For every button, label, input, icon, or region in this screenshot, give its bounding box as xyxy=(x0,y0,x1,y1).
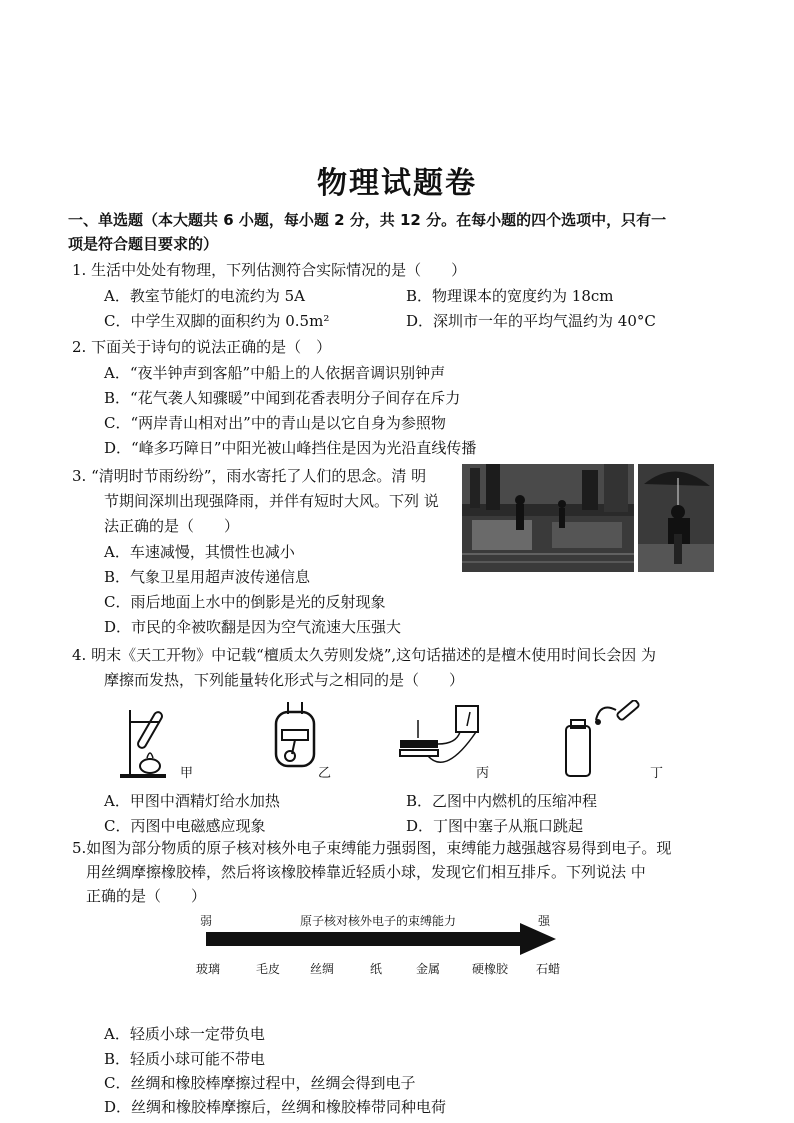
umbrella-photo xyxy=(638,464,714,572)
q1-option-a: A．教室节能灯的电流约为 5A xyxy=(104,287,305,305)
q5-stem-line3: 正确的是（ ） xyxy=(86,887,207,905)
page-title: 物理试题卷 xyxy=(317,166,477,201)
q5-option-b: B．轻质小球可能不带电 xyxy=(104,1050,266,1068)
material-hard-rubber: 硬橡胶 xyxy=(472,962,509,976)
q5-option-a: A．轻质小球一定带负电 xyxy=(104,1025,265,1043)
q4-option-c: C．丙图中电磁感应现象 xyxy=(104,817,266,835)
q1-option-d: D．深圳市一年的平均气温约为 40°C xyxy=(406,312,656,330)
q3-stem-line3: 法正确的是（ ） xyxy=(104,517,240,535)
fig-label-jia: 甲 xyxy=(180,766,194,781)
fig-label-bing: 丙 xyxy=(476,766,490,781)
q3-option-a: A．车速减慢，其惯性也减小 xyxy=(104,543,295,561)
material-fur: 毛皮 xyxy=(256,962,281,976)
electromagnetic-induction-figure xyxy=(398,700,482,784)
q3-stem-line2: 节期间深圳出现强降雨，并伴有短时大风。下列 说 xyxy=(104,492,439,510)
q3-stem: 3. “清明时节雨纷纷”，雨水寄托了人们的思念。清 明 xyxy=(72,467,427,485)
q4-figures xyxy=(120,700,680,780)
alcohol-lamp-heating-figure xyxy=(120,700,180,784)
q2-option-a: A．“夜半钟声到客船”中船上的人依据音调识别钟声 xyxy=(104,364,446,382)
section-heading-cont: 项是符合题目要求的） xyxy=(68,235,219,253)
q4-option-a: A．甲图中酒精灯给水加热 xyxy=(104,792,280,810)
material-glass: 玻璃 xyxy=(196,962,221,976)
material-metal: 金属 xyxy=(416,962,441,976)
fig-label-yi: 乙 xyxy=(318,766,332,781)
q4-option-d: D．丁图中塞子从瓶口跳起 xyxy=(406,817,584,835)
section-heading: 一、单选题（本大题共 6 小题，每小题 2 分，共 12 分。在每小题的四个选项中，只有一 xyxy=(68,211,667,229)
bottle-stopper-figure xyxy=(560,700,650,784)
q5-option-d: D．丝绸和橡胶棒摩擦后，丝绸和橡胶棒带同种电荷 xyxy=(104,1098,447,1116)
arrow-strong-label: 强 xyxy=(538,914,551,928)
material-silk: 丝绸 xyxy=(310,962,335,976)
q5-option-c: C．丝绸和橡胶棒摩擦过程中，丝绸会得到电子 xyxy=(104,1074,416,1092)
engine-compression-figure xyxy=(270,700,320,784)
fig-label-ding: 丁 xyxy=(650,766,664,781)
q1-option-c: C．中学生双脚的面积约为 0.5m² xyxy=(104,312,330,330)
rain-street-photo xyxy=(462,464,634,572)
q3-option-c: C．雨后地面上水中的倒影是光的反射现象 xyxy=(104,593,386,611)
arrow-weak-label: 弱 xyxy=(200,914,213,928)
q5-stem-line2: 用丝绸摩擦橡胶棒，然后将该橡胶棒靠近轻质小球，发现它们相互排斥。下列说法 中 xyxy=(86,863,646,881)
arrow-head xyxy=(520,923,556,955)
q5-stem: 5.如图为部分物质的原子核对核外电子束缚能力强弱图，束缚能力越强越容易得到电子。现 xyxy=(72,839,672,857)
q1-stem: 1. 生活中处处有物理，下列估测符合实际情况的是（ ） xyxy=(72,261,467,279)
q2-option-b: B．“花气袭人知骤暖”中闻到花香表明分子间存在斥力 xyxy=(104,389,461,407)
q4-option-b: B．乙图中内燃机的压缩冲程 xyxy=(406,792,598,810)
material-paraffin: 石蜡 xyxy=(536,962,561,976)
q2-option-c: C．“两岸青山相对出”中的青山是以它自身为参照物 xyxy=(104,414,446,432)
q3-option-d: D．市民的伞被吹翻是因为空气流速大压强大 xyxy=(104,618,402,636)
arrow-shaft xyxy=(206,932,526,946)
q4-stem-line2: 摩擦而发热，下列能量转化形式与之相同的是（ ） xyxy=(104,671,465,689)
material-paper: 纸 xyxy=(370,962,383,976)
q3-option-b: B．气象卫星用超声波传递信息 xyxy=(104,568,311,586)
q1-option-b: B．物理课本的宽度约为 18cm xyxy=(406,287,614,305)
q4-stem: 4. 明末《天工开物》中记载“檀质太久劳则发烧”,这句话描述的是檀木使用时间长会因 为 xyxy=(72,646,656,664)
q2-option-d: D．“峰多巧障日”中阳光被山峰挡住是因为光沿直线传播 xyxy=(104,439,477,457)
arrow-caption: 原子核对核外电子的束缚能力 xyxy=(300,914,457,928)
q2-stem: 2. 下面关于诗句的说法正确的是（ ） xyxy=(72,338,332,356)
